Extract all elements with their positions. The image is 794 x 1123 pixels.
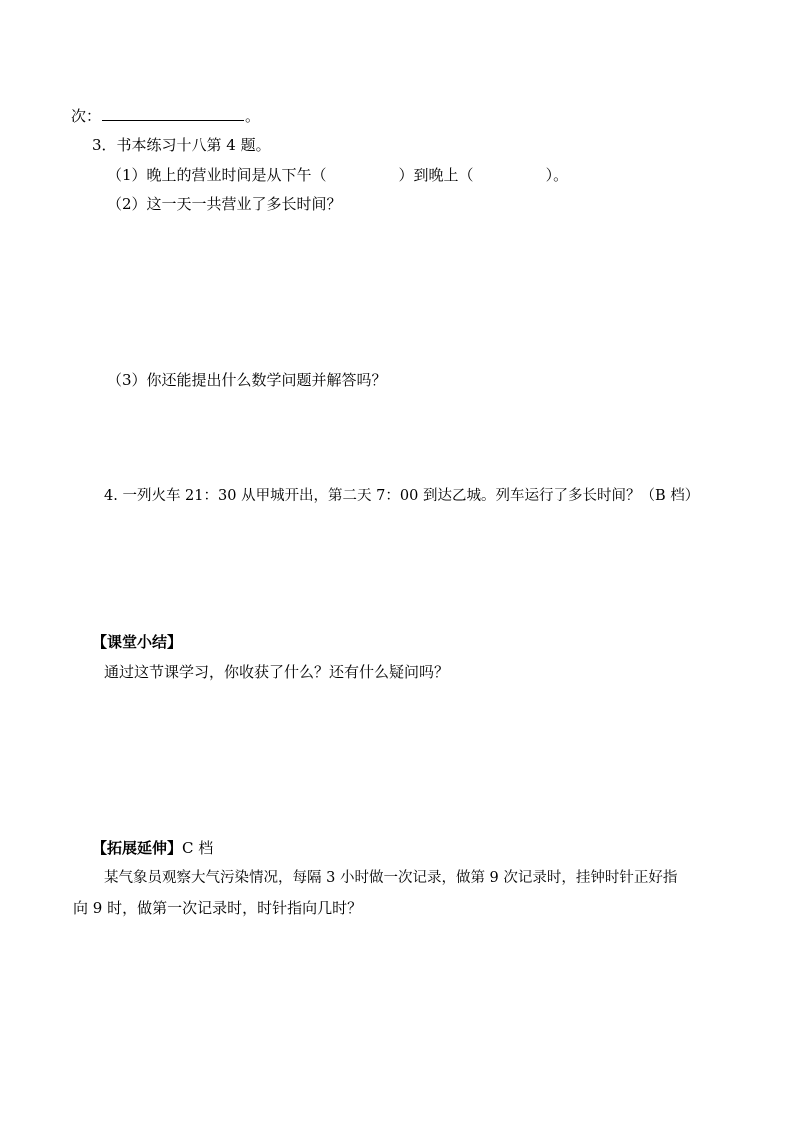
answer-line-ci [71,106,260,126]
summary-text: 通过这节课学习，你收获了什么？还有什么疑问吗？ [104,663,450,681]
extension-text-line-2: 向 9 时，做第一次记录时，时针指向几时？ [73,899,363,917]
question-3-title: 3．书本练习十八第 4 题。 [92,136,271,154]
question-3-part-2: （2）这一天一共营业了多长时间？ [107,195,342,213]
question-3-part-3: （3）你还能提出什么数学问题并解答吗？ [107,371,387,389]
question-3-part-1 [107,165,568,185]
q3-1-text-c: ）。 [545,166,569,184]
extension-level: C 档 [182,839,214,857]
ci-label: 次： [71,107,102,125]
q3-1-text-b: ）到晚上（ [398,166,474,184]
q3-1-text-a: （1）晚上的营业时间是从下午（ [107,166,327,184]
extension-heading-line [92,838,213,858]
question-4: 4. 一列火车 21：30 从甲城开出，第二天 7：00 到达乙城。列车运行了多长时间？（B 档） [104,488,700,504]
fill-blank[interactable] [102,106,244,121]
extension-text-line-1: 某气象员观察大气污染情况，每隔 3 小时做一次记录，做第 9 次记录时，挂钟时针正好指 [104,870,678,886]
summary-heading: 【课堂小结】 [92,633,183,651]
ci-period: 。 [245,107,261,125]
extension-heading: 【拓展延伸】 [92,839,183,857]
